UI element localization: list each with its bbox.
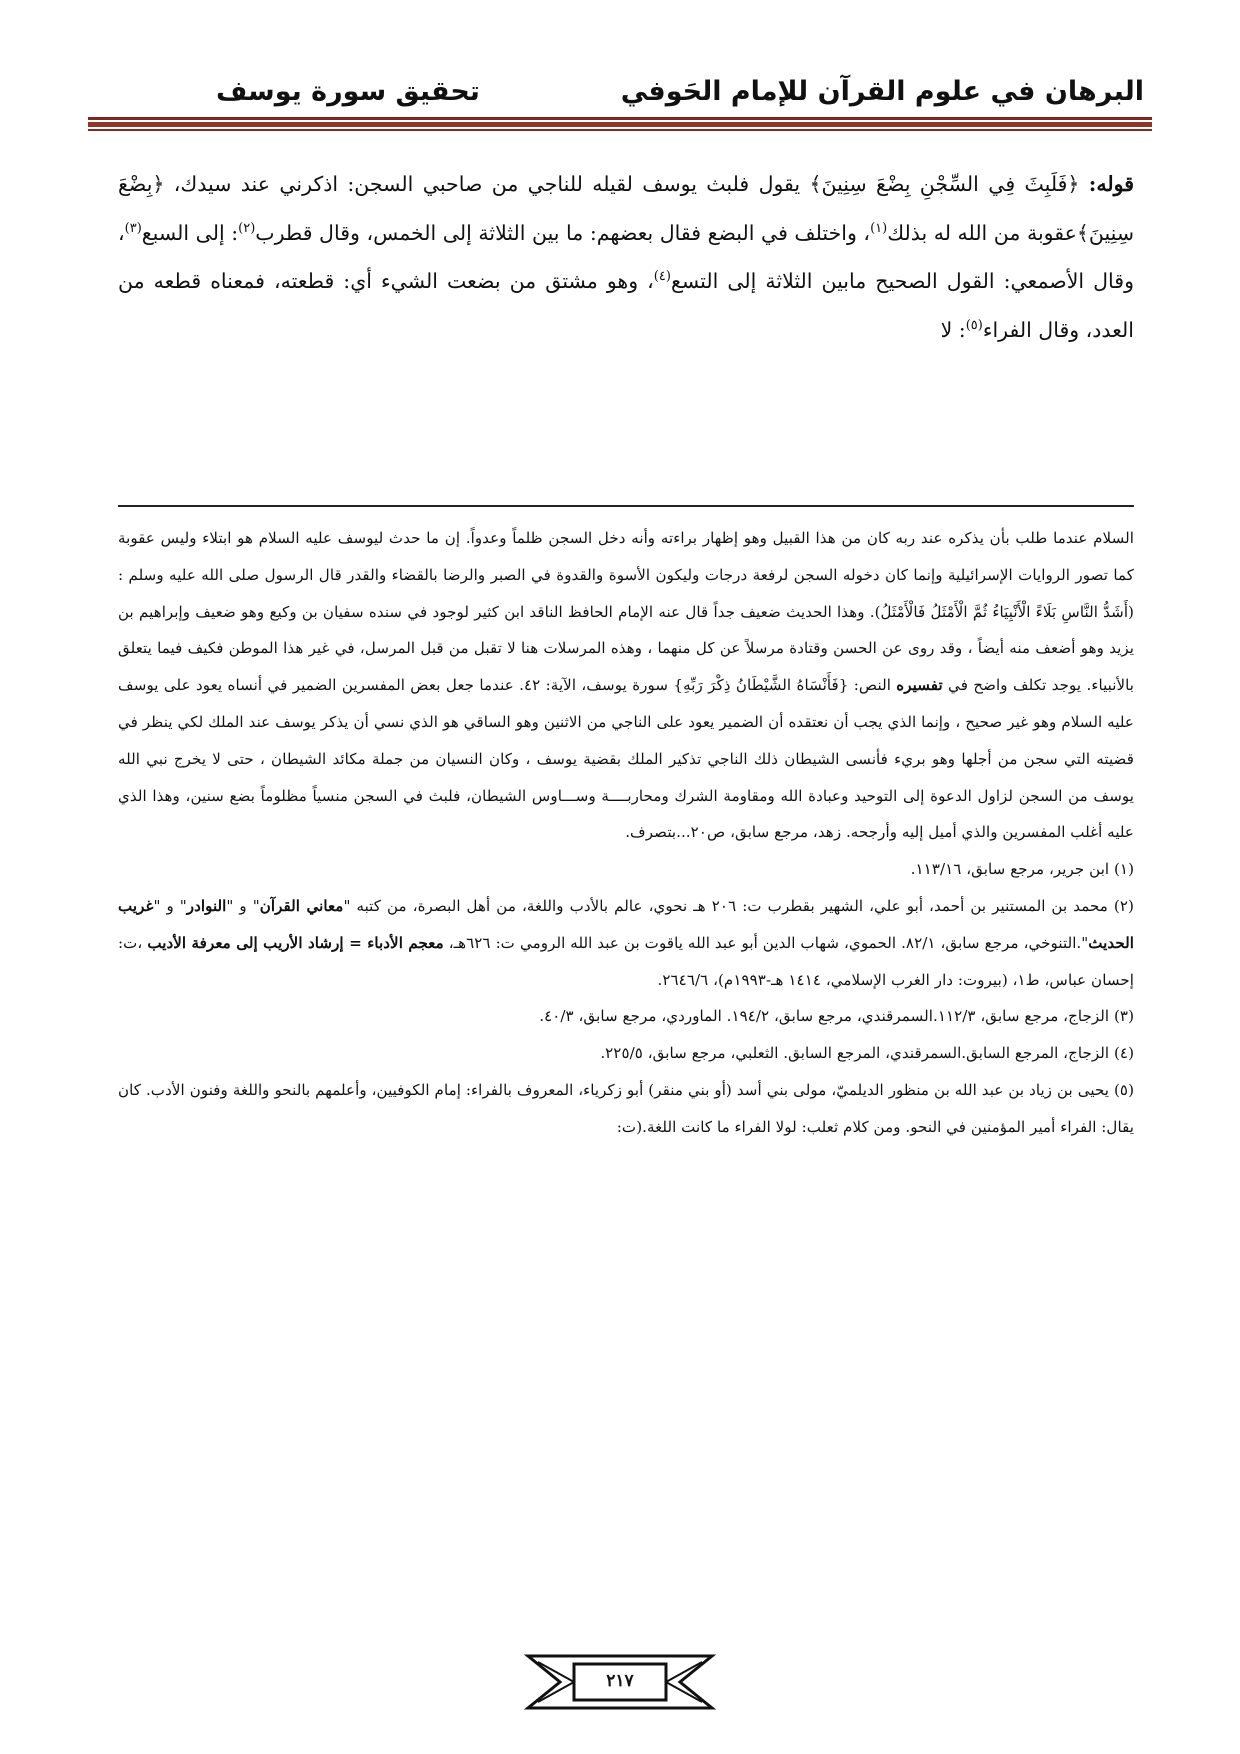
footnote-2 (118, 888, 1134, 998)
footnote-text: " و " (153, 896, 187, 915)
footnote-ref-2[interactable]: (٢) (238, 220, 256, 236)
footnote-ref-4[interactable]: (٤) (653, 269, 671, 285)
footnote-5: (٥) يحيى بن زياد بن عبد الله بن منظور الديلميّ، مولى بني أسد (أو بني منقر) أبو زكرياء، المعروف بالفراء: إمام الكوفيين، وأعلمهم بالنحو واللغة وفنون الأدب. كان يقال: الفراء أمير المؤمنين في النحو. ومن كلام ثعلب: لولا الفراء ما كانت اللغة.(ت: (118, 1080, 1134, 1136)
main-text-part: ، واختلف في البضع فقال بعضهم: ما بين الثلاثة إلى الخمس، وقال قطرب (255, 220, 871, 245)
footnote-ref-5[interactable]: (٥) (965, 317, 983, 333)
main-paragraph (118, 160, 1134, 354)
footnote-text: السلام عندما طلب بأن يذكره عند ربه كان من هذا القبيل وهو إظهار براءته وأنه دخل السجن ظلماً وعدواً. إن ما حدث ليوسف عليه السلام هو ابتلاء وليس عقوبة كما تصور الروايات الإسرائيلية وإنما كان دخوله السجن لرفعة درجات وليكون الأسوة والقدوة في الصبر والرضا بالقضاء والقدر قال الرسول صلى الله عليه وسلم : (أَشَدُّ النَّاسِ بَلَاءً الْأَنْبِيَاءُ ثُمَّ الْأَمْثَلُ فَالْأَمْثَلُ). وهذا الحديث ضعيف جداً قال عنه الإمام الحافظ الناقد ابن كثير لوجود في سنده سفيان بن وكيع وهو ضعيف وإبراهيم بن يزيد وهو أضعف منه أيضاً ، وقد روى عن الحسن وقتادة مرسلاً عن كل منهما ، وهذه المرسلات هنا لا تقبل من قبل المرسل، في غير هذا الموطن فكيف فيما يتعلق بالأنبياء. يوجد تكلف واضح في (118, 529, 1134, 695)
main-text-part: ، وقال الأصمعي: القول الصحيح مابين الثلاثة إلى التسع (118, 220, 1134, 293)
footnote-text: (٢) محمد بن المستنير بن أحمد، أبو علي، الشهير بقطرب ت: ٢٠٦ هـ نحوي، عالم بالأدب واللغة، من أهل البصرة، من كتبه " (343, 896, 1134, 915)
footnote-text: " و " (226, 896, 260, 915)
main-text-part: ، وهو مشتق من بضعت الشيء أي: قطعته، فمعناه قطعه من العدد، وقال الفراء (118, 269, 1134, 342)
main-text-part: : إلى السبع (141, 220, 239, 245)
header-rule-middle (88, 122, 1152, 127)
footnote-text: ،ت: إحسان عباس، ط١، (بيروت: دار الغرب الإسلامي، ١٤١٤ هـ-١٩٩٣م)، ٢٦٤٦/٦. (118, 933, 1134, 989)
running-header (96, 72, 1144, 112)
book-title-bold: النوادر (186, 896, 227, 915)
main-text-part: ﴿فَلَبِثَ فِي السِّجْنِ بِضْعَ سِنِينَ﴾ يقول فلبث يوسف لقيله للناجي من صاحبي السجن: اذكرني عند سيدك، ﴿بِضْعَ سِنِينَ﴾عقوبة من الله له بذلك (118, 172, 1135, 245)
footnote-text: ".التنوخي، مرجع سابق، ٨٢/١. الحموي، شهاب الدين أبو عبد الله ياقوت بن عبد الله الرومي ت: ٦٢٦هـ، (443, 933, 1089, 952)
book-title-bold: غريب الحديث (118, 896, 1134, 952)
footnote-3: (٣) الزجاج، مرجع سابق، ١١٢/٣.السمرقندي، مرجع سابق، ١٩٤/٢. الماوردي، مرجع سابق، ٤٠/٣. (539, 1007, 1134, 1026)
page-number: ٢١٧ (606, 1671, 634, 1691)
main-text (118, 160, 1134, 354)
footnote-continuation (118, 520, 1134, 851)
book-title-bold: معجم الأدباء = إرشاد الأريب إلى معرفة الأديب (147, 933, 444, 952)
main-text-part: : لا (940, 317, 966, 342)
footnote-bold-term: تفسيره (896, 676, 943, 695)
section-title: تحقيق سورة يوسف (216, 76, 480, 107)
footnote-4: (٤) الزجاج، المرجع السابق.السمرقندي، المرجع السابق. الثعلبي، مرجع سابق، ٢٢٥/٥. (600, 1044, 1134, 1063)
footnote-text: النص: {فَأَنْسَاهُ الشَّيْطَانُ ذِكْرَ رَبِّهِ} سورة يوسف، الآية: ٤٢. عندما جعل بعض المفسرين الضمير في أنساه يعود على يوسف عليه السلام وهو غير صحيح ، وإنما الذي يجب أن نعتقده أن الضمير يعود على الناجي من الاثنين وهو الساقي هو الذي نسي أن يذكر يوسف عند الملك لكي ينظر في قضيته التي سجن من أجلها وهو بريء فأنسى الشيطان ذلك الناجي تذكير الملك بقضية يوسف ، وكان النسيان من جملة مكائد الشيطان ، حتى لا يخرج نبي الله يوسف من السجن لزاول الدعوة إلى التوحيد وعبادة الله ومقاومة الشرك ومحاربــــة وســـاوس الشيطان، فلبث في السجن منسياً مظلوماً بضع سنين، وهذا الذي عليه أغلب المفسرين والذي أميل إليه وأرجحه. زهد، مرجع سابق، ص٢٠...بتصرف. (118, 676, 1134, 842)
book-title-bold: معاني القرآن (259, 896, 344, 915)
footnote-1: (١) ابن جرير، مرجع سابق، ١١٣/١٦. (910, 860, 1134, 879)
book-title: البرهان في علوم القرآن للإمام الحَوفي (620, 76, 1144, 107)
header-rule-bottom (88, 129, 1152, 131)
footnote-separator (118, 505, 1134, 507)
footnote-ref-1[interactable]: (١) (870, 220, 888, 236)
qawluhu-label: قوله: (1088, 172, 1134, 196)
footnote-ref-3[interactable]: (٣) (124, 220, 142, 236)
header-rule-top (88, 117, 1152, 120)
footnotes (118, 520, 1134, 1146)
